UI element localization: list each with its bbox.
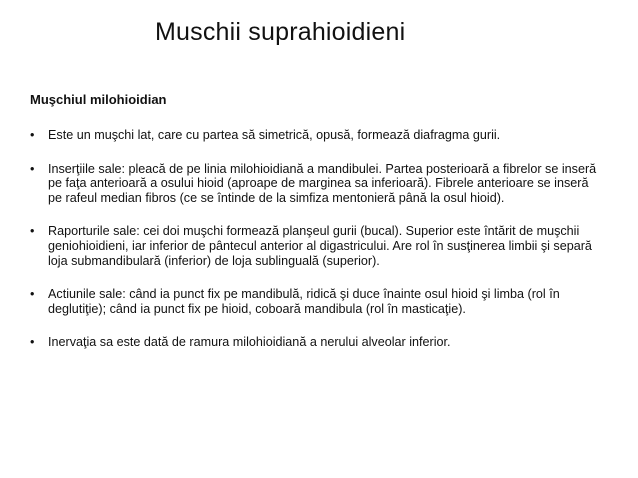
slide-title: Muschii suprahioidieni <box>155 18 406 46</box>
bullet-list <box>30 128 605 369</box>
section-heading: Muşchiul milohioidian <box>30 92 167 107</box>
bullet-item: • Actiunile sale: când ia punct fix pe mandibulă, ridică şi duce înainte osul hioid şi limba (rol în deglutiţie); când ia punct fix pe hioid, coboară mandibula (rol în masticaţie). <box>30 287 605 316</box>
bullet-item: • Raporturile sale: cei doi muşchi formează planşeul gurii (bucal). Superior este întărit de muşchii geniohioidieni, iar inferior de pântecul anterior al digastricului. Are rol în susţinerea limbii şi separă loja submandibulară (inferior) de loja sublinguală (superior). <box>30 224 605 268</box>
bullet-item: • Inserţiile sale: pleacă de pe linia milohioidiană a mandibulei. Partea posterioară a fibrelor se inseră pe faţa anterioară a osului hioid (aproape de marginea sa inferioară). Fibrele anterioare se inseră pe rafeul median fibros (ce se întinde de la simfiza mentonieră până la osul hioid). <box>30 162 605 206</box>
bullet-item: • Inervaţia sa este dată de ramura milohioidiană a nerului alveolar inferior. <box>30 335 605 350</box>
bullet-item: • Este un muşchi lat, care cu partea să simetrică, opusă, formează diafragma gurii. <box>30 128 605 143</box>
